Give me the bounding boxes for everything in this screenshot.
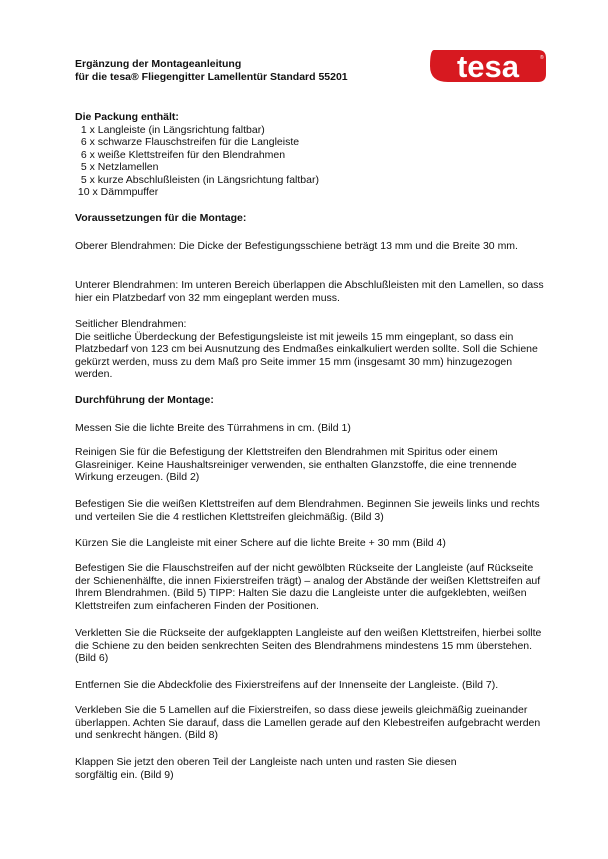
package-item: 5 x kurze Abschlußleisten (in Längsrichtung faltbar)	[75, 173, 319, 186]
step-1: Messen Sie die lichte Breite des Türrahmens in cm. (Bild 1)	[75, 422, 351, 434]
package-contents	[75, 111, 545, 199]
side-frame-label: Seitlicher Blendrahmen:	[75, 318, 187, 330]
package-item: 6 x weiße Klettstreifen für den Blendrahmen	[75, 148, 286, 161]
svg-text:®: ®	[540, 55, 544, 61]
step-3: Befestigen Sie die weißen Klettstreifen auf dem Blendrahmen. Beginnen Sie jeweils links und rechts und verteilen Sie die 4 restlichen Klettstreifen gleichmäßig. (Bild 3)	[75, 498, 540, 523]
side-frame-section	[75, 318, 545, 381]
requirements-heading: Voraussetzungen für die Montage:	[75, 212, 247, 224]
package-item: 5 x Netzlamellen	[75, 161, 159, 173]
document-title	[75, 58, 348, 84]
step-6: Verkletten Sie die Rückseite der aufgeklappten Langleiste auf den weißen Klettstreifen, hierbei sollte die Schiene zu den beiden senkrechten Seiten des Blendrahmens mindestens 15 mm überstehen. (Bild 6)	[75, 627, 542, 664]
step-4: Kürzen Sie die Langleiste mit einer Schere auf die lichte Breite + 30 mm (Bild 4)	[75, 537, 446, 549]
logo-text: tesa	[456, 49, 520, 84]
package-item: 10 x Dämmpuffer	[75, 186, 159, 198]
lower-frame-text: Unterer Blendrahmen: Im unteren Bereich überlappen die Abschlußleisten mit den Lamellen, so dass hier ein Platzbedarf von 32 mm eingeplant werden muss.	[75, 279, 544, 304]
step-8: Verkleben Sie die 5 Lamellen auf die Fixierstreifen, so dass diese jeweils gleichmäßig zueinander überlappen. Achten Sie darauf, dass die Lamellen gerade auf den Klebestreifen aufgebracht werden und senkrecht hängen. (Bild 8)	[75, 704, 541, 741]
package-item: 1 x Langleiste (in Längsrichtung faltbar)	[75, 123, 265, 136]
package-heading: Die Packung enthält:	[75, 111, 179, 123]
step-7: Entfernen Sie die Abdeckfolie des Fixierstreifens auf der Innenseite der Langleiste. (Bild 7).	[75, 679, 499, 691]
package-item: 6 x schwarze Flauschstreifen für die Langleiste	[75, 136, 300, 148]
tesa-logo	[428, 40, 548, 90]
procedure-heading: Durchführung der Montage:	[75, 394, 214, 406]
title-line-2: für die tesa® Fliegengitter Lamellentür Standard 55201	[75, 71, 348, 83]
side-frame-text: Die seitliche Überdeckung der Befestigungsleiste ist mit jeweils 15 mm eingeplant, so dass ein Platzbedarf von 123 cm bei Ausnutzung des Endmaßes einkalkuliert werden sollte. Soll die Schiene gekürzt werden, muss zu dem Maß pro Seite immer 15 mm (insgesamt 30 mm) hinzugezogen werden.	[75, 330, 538, 380]
step-2: Reinigen Sie für die Befestigung der Klettstreifen den Blendrahmen mit Spiritus oder einem Glasreiniger. Keine Haushaltsreiniger verwenden, sie enthalten Glanzstoffe, die eine trennende Wirkung erzeugen. (Bild 2)	[75, 446, 517, 483]
step-5: Befestigen Sie die Flauschstreifen auf der nicht gewölbten Rückseite der Langleiste (auf Rückseite der Schienenhälfte, die innen Fixierstreifen trägt) – analog der Abstände der weißen Klettstreifen auf Ihrem Blendrahmen. (Bild 5) TIPP: Halten Sie dazu die Langleiste unter die aufgeklebten, weißen Klettstreifen zum einfacheren Finden der Positionen.	[75, 562, 541, 612]
step-9: Klappen Sie jetzt den oberen Teil der Langleiste nach unten und rasten Sie diesen sorgfältig ein. (Bild 9)	[75, 756, 457, 781]
upper-frame-text: Oberer Blendrahmen: Die Dicke der Befestigungsschiene beträgt 13 mm und die Breite 30 mm.	[75, 240, 518, 252]
title-line-1: Ergänzung der Montageanleitung	[75, 58, 242, 70]
